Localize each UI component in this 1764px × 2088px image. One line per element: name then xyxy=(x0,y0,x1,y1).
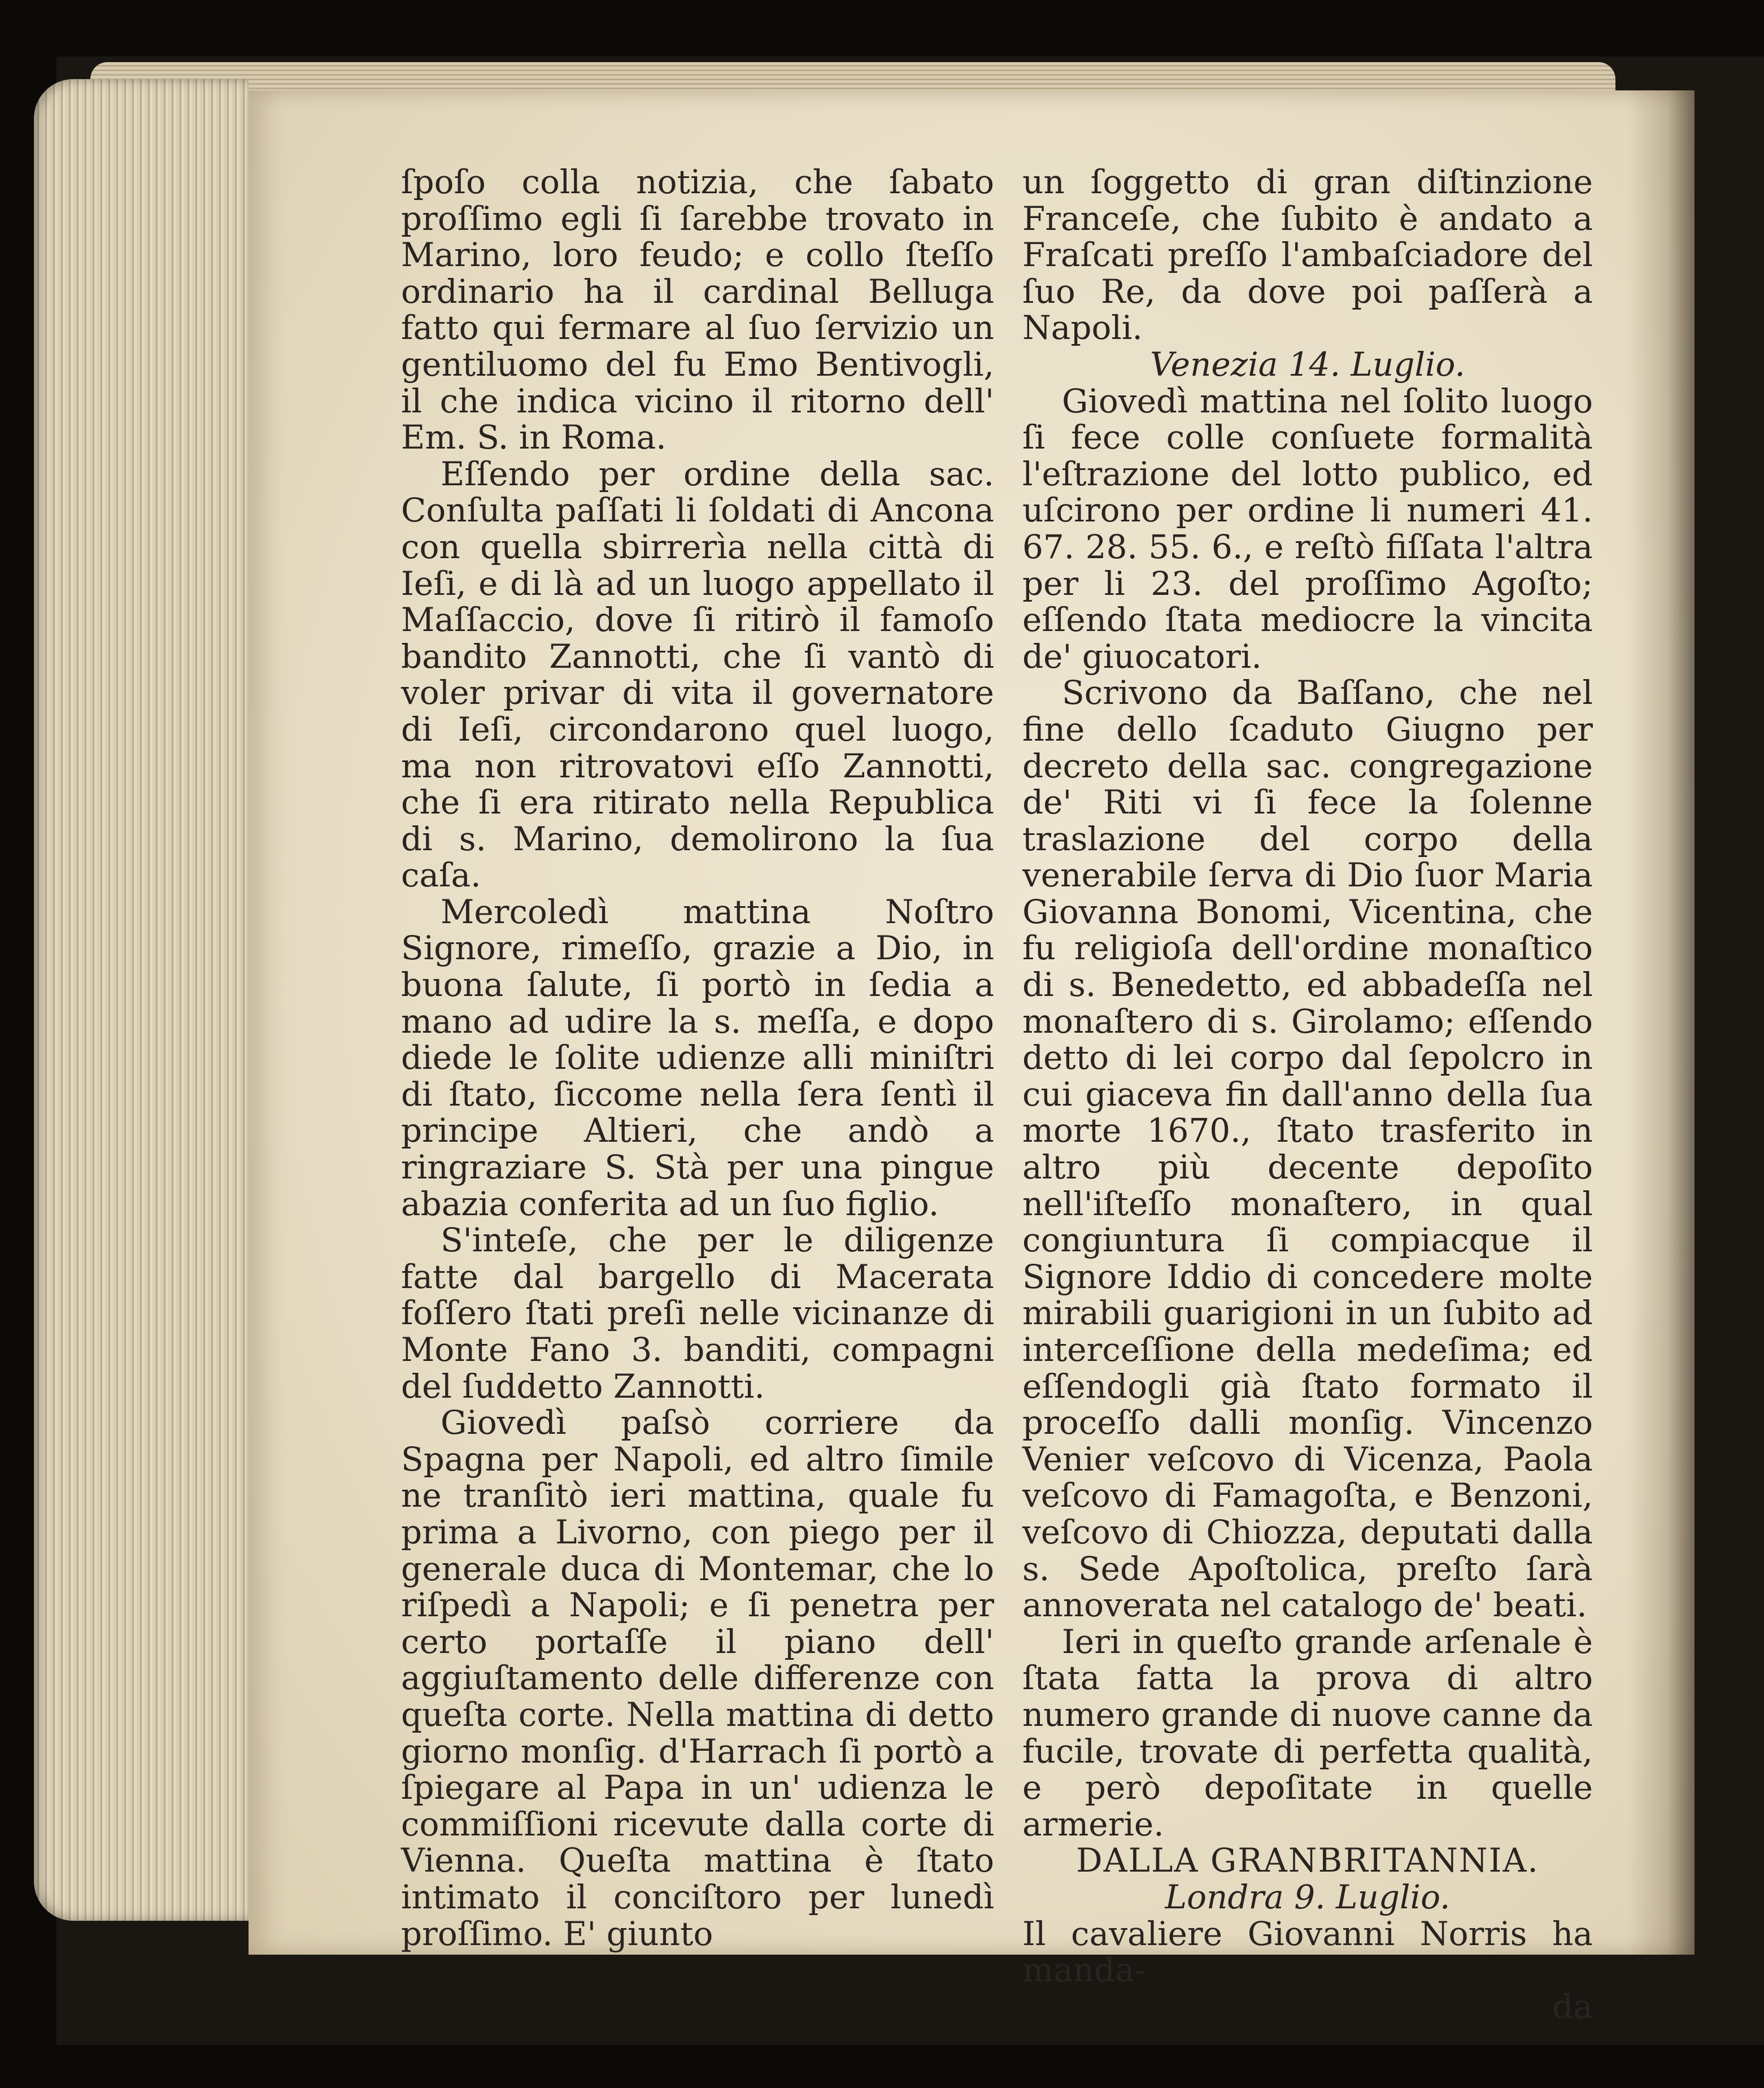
paragraph: Ieri in queſto grande arſenale è ſtata fatta la prova di altro numero grande di nuove canne da fucile, trovate di perfetta qualità, e però depoſitate in quelle armerie. xyxy=(1022,1622,1593,1843)
paragraph: Giovedì mattina nel ſolito luogo ſi fece colle conſuete formalità l'eſtrazione del lotto publico, ed uſcirono per ordine li numeri 41. 67. 28. 55. 6., e reſtò fiſſata l'altra per li 23. del proſſimo Agoſto; eſſendo ſtata mediocre la vincita de' giuocatori. xyxy=(1022,381,1593,676)
page-gutter xyxy=(1627,90,1695,1955)
dateline-londra: Londra 9. Luglio. xyxy=(1165,1877,1451,1916)
paragraph: ſpoſo colla notizia, che ſabato proſſimo egli ſi ſarebbe trovato in Marino, loro feudo; e collo ſteſſo ordinario ha il cardinal Belluga fatto qui fermare al ſuo ſervizio un gentiluomo del fu Emo Bentivogli, il che indica vicino il ritorno dell' Em. S. in Roma. xyxy=(401,163,994,457)
paragraph: Giovedì paſsò corriere da Spagna per Napoli, ed altro ſimile ne tranſitò ieri mattina, quale fu prima a Livorno, con piego per il generale duca di Montemar, che lo riſpedì a Napoli; e ſi penetra per certo portaſſe il piano dell' aggiuſtamento delle differenze con queſta corte. Nella mattina di detto giorno monſig. d'Harrach ſi portò a ſpiegare al Papa in un' udienza le commiſſioni ricevute dalla corte di Vienna. Queſta mattina è ſtato intimato il conciſtoro per lunedì proſſimo. E' giunto xyxy=(401,1403,994,1953)
book-page xyxy=(249,90,1695,2026)
page-stack xyxy=(34,79,249,1921)
paragraph: Mercoledì mattina Noſtro Signore, rimeſſo, grazie a Dio, in buona ſalute, ſi portò in ſedia a mano ad udire la s. meſſa, e dopo diede le ſolite udienze alli miniſtri di ſtato, ſiccome nella ſera ſentì il principe Altieri, che andò a ringraziare S. Stà per una pingue abazia conferita ad un ſuo figlio. xyxy=(401,892,994,1223)
paragraph: S'inteſe, che per le diligenze fatte dal bargello di Macerata foſſero ſtati preſi nelle vicinanze di Monte Fano 3. banditi, compagni del ſuddetto Zannotti. xyxy=(401,1221,994,1406)
paragraph: Il cavaliere Giovanni Norris ha manda- xyxy=(1022,1914,1593,1990)
paragraph: Eſſendo per ordine della sac. Conſulta paſſati li ſoldati di Ancona con quella sbirrerìa nella città di Ieſi, e di là ad un luogo appellato il Maſſaccio, dove ſi ritirò il famoſo bandito Zannotti, che ſi vantò di voler privar di vita il governatore di Ieſi, circondarono quel luogo, ma non ritrovatovi eſſo Zannotti, che ſi era ritirato nella Republica di s. Marino, demolirono la ſua caſa. xyxy=(401,454,994,895)
section-heading: DALLA GRANBRITANNIA. xyxy=(1076,1841,1539,1880)
left-column xyxy=(401,164,994,1952)
paragraph: un ſoggetto di gran diſtinzione Franceſe, che ſubito è andato a Fraſcati preſſo l'ambaſciadore del ſuo Re, da dove poi paſſerà a Napoli. xyxy=(1022,163,1593,347)
right-column xyxy=(1022,164,1593,2025)
dateline-venezia: Venezia 14. Luglio. xyxy=(1150,345,1465,384)
paragraph: Scrivono da Baſſano, che nel fine dello ſcaduto Giugno per decreto della sac. congregazione de' Riti vi ſi fece la ſolenne traslazione del corpo della venerabile ſerva di Dio ſuor Maria Giovanna Bonomi, Vicentina, che fu religioſa dell'ordine monaſtico di s. Benedetto, ed abbadeſſa nel monaſtero di s. Girolamo; eſſendo detto di lei corpo dal ſepolcro in cui giaceva fin dall'anno della ſua morte 1670., ſtato trasferito in altro più decente depoſito nell'iſteſſo monaſtero, in qual congiuntura ſi compiacque il Signore Iddio di concedere molte mirabili guarigioni in un ſubito ad interceſſione della medeſima; ed eſſendogli già ſtato formato il proceſſo dalli monſig. Vincenzo Venier veſcovo di Vicenza, Paola veſcovo di Famagoſta, e Benzoni, veſcovo di Chiozza, deputati dalla s. Sede Apoſtolica, preſto ſarà annoverata nel catalogo de' beati. xyxy=(1022,673,1593,1625)
catchword: da xyxy=(1552,1987,1593,2026)
